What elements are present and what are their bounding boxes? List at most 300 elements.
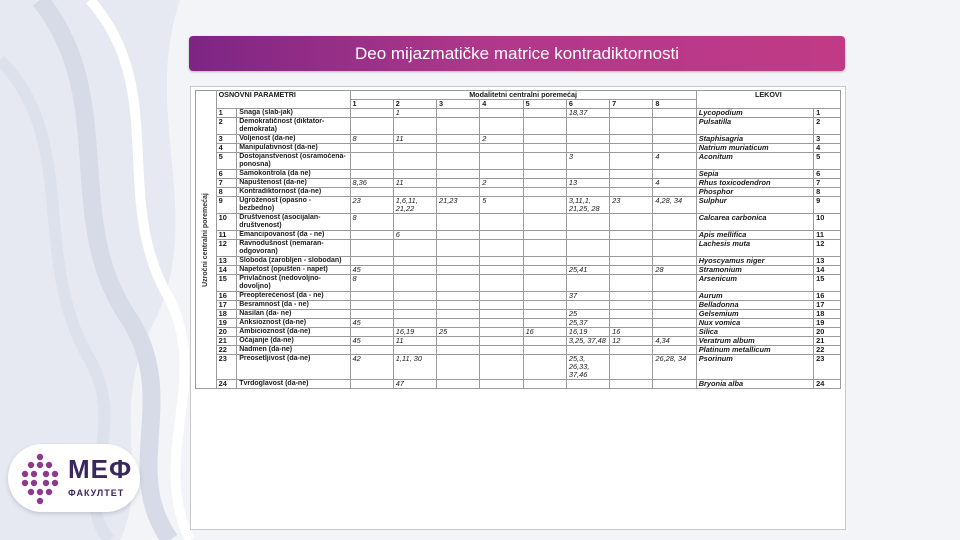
- matrix-cell: [437, 275, 480, 292]
- row-parameter: Društvenost (asocijalan-društvenost): [237, 214, 350, 231]
- matrix-cell: 45: [350, 266, 393, 275]
- matrix-cell: [437, 144, 480, 153]
- matrix-cell: [350, 118, 393, 135]
- table-row: [196, 170, 841, 179]
- matrix-cell: [480, 231, 523, 240]
- matrix-cell: [610, 118, 653, 135]
- matrix-cell: [566, 135, 609, 144]
- mef-logo: [8, 444, 140, 512]
- row-parameter: Ugroženost (opasno - bezbedno): [237, 197, 350, 214]
- remedy-name: Platinum metallicum: [696, 346, 813, 355]
- matrix-cell: [653, 240, 696, 257]
- matrix-cell: [437, 170, 480, 179]
- matrix-cell: [653, 292, 696, 301]
- matrix-cell: [653, 214, 696, 231]
- matrix-cell: [350, 240, 393, 257]
- remedy-number: 10: [814, 214, 841, 231]
- matrix-cell: 25,41: [566, 266, 609, 275]
- row-parameter: Nadmen (da-ne): [237, 346, 350, 355]
- row-number: 8: [216, 188, 237, 197]
- matrix-cell: 2: [480, 135, 523, 144]
- logo-main-text: МЕФ: [68, 454, 133, 484]
- row-parameter: Samokontrola (da ne): [237, 170, 350, 179]
- matrix-cell: [437, 179, 480, 188]
- remedy-name: Bryonia alba: [696, 380, 813, 389]
- table-row: [196, 310, 841, 319]
- matrix-cell: 3,11,1, 21,25, 28: [566, 197, 609, 214]
- row-number: 17: [216, 301, 237, 310]
- remedy-number: 9: [814, 197, 841, 214]
- table-row: [196, 188, 841, 197]
- remedy-name: Staphisagria: [696, 135, 813, 144]
- matrix-cell: [523, 355, 566, 380]
- remedy-name: Sulphur: [696, 197, 813, 214]
- matrix-cell: [653, 231, 696, 240]
- row-parameter: Sloboda (zarobljen - slobodan): [237, 257, 350, 266]
- matrix-cell: [437, 153, 480, 170]
- matrix-cell: [350, 188, 393, 197]
- matrix-cell: [610, 275, 653, 292]
- matrix-cell: [350, 257, 393, 266]
- table-row: [196, 275, 841, 292]
- row-number: 7: [216, 179, 237, 188]
- matrix-cell: [523, 266, 566, 275]
- matrix-cell: [566, 231, 609, 240]
- matrix-cell: [393, 275, 436, 292]
- remedy-number: 18: [814, 310, 841, 319]
- remedy-name: Natrium muriaticum: [696, 144, 813, 153]
- matrix-cell: [610, 109, 653, 118]
- row-number: 3: [216, 135, 237, 144]
- remedy-number: 2: [814, 118, 841, 135]
- matrix-cell: [653, 188, 696, 197]
- matrix-cell: 11: [393, 337, 436, 346]
- row-number: 23: [216, 355, 237, 380]
- matrix-cell: 45: [350, 319, 393, 328]
- side-label-cell: [196, 91, 217, 389]
- matrix-cell: 18,37: [566, 109, 609, 118]
- matrix-cell: [610, 257, 653, 266]
- table-row: [196, 153, 841, 170]
- row-number: 5: [216, 153, 237, 170]
- matrix-cell: 37: [566, 292, 609, 301]
- remedy-name: Silica: [696, 328, 813, 337]
- matrix-cell: [350, 170, 393, 179]
- remedy-number: 4: [814, 144, 841, 153]
- matrix-cell: [437, 346, 480, 355]
- row-number: 4: [216, 144, 237, 153]
- matrix-cell: 12: [610, 337, 653, 346]
- table-row: [196, 197, 841, 214]
- matrix-cell: [393, 257, 436, 266]
- matrix-cell: [523, 292, 566, 301]
- matrix-cell: [350, 153, 393, 170]
- row-number: 1: [216, 109, 237, 118]
- remedy-number: 7: [814, 179, 841, 188]
- remedy-number: 3: [814, 135, 841, 144]
- header-modalities: Modalitetni centralni poremećaj: [350, 91, 696, 100]
- matrix-cell: [653, 135, 696, 144]
- matrix-cell: [653, 380, 696, 389]
- matrix-cell: [393, 346, 436, 355]
- remedy-number: 12: [814, 240, 841, 257]
- remedy-name: Lachesis muta: [696, 240, 813, 257]
- table-row: [196, 118, 841, 135]
- matrix-cell: [566, 257, 609, 266]
- matrix-cell: [480, 188, 523, 197]
- matrix-cell: 4,28, 34: [653, 197, 696, 214]
- matrix-cell: [480, 380, 523, 389]
- remedy-name: Calcarea carbonica: [696, 214, 813, 231]
- matrix-cell: 16: [610, 328, 653, 337]
- matrix-cell: 23: [350, 197, 393, 214]
- matrix-cell: [480, 118, 523, 135]
- matrix-cell: [480, 355, 523, 380]
- matrix-cell: [653, 170, 696, 179]
- row-parameter: Snaga (slab-jak): [237, 109, 350, 118]
- matrix-cell: [523, 188, 566, 197]
- table-row: [196, 266, 841, 275]
- table-row: [196, 337, 841, 346]
- row-parameter: Ravnodušnost (nemaran-odgovoran): [237, 240, 350, 257]
- table-row: [196, 135, 841, 144]
- remedy-name: Arsenicum: [696, 275, 813, 292]
- matrix-cell: [437, 301, 480, 310]
- matrix-cell: [523, 214, 566, 231]
- matrix-cell: [480, 337, 523, 346]
- matrix-cell: [350, 292, 393, 301]
- matrix-cell: [610, 153, 653, 170]
- page-title: Deo mijazmatičke matrice kontradiktornosti: [354, 43, 680, 63]
- matrix-cell: [393, 292, 436, 301]
- remedy-name: Phosphor: [696, 188, 813, 197]
- matrix-cell: [523, 109, 566, 118]
- remedy-name: Rhus toxicodendron: [696, 179, 813, 188]
- row-parameter: Napetost (opušten - napet): [237, 266, 350, 275]
- remedy-number: 16: [814, 292, 841, 301]
- matrix-cell: [480, 292, 523, 301]
- matrix-cell: [350, 380, 393, 389]
- row-number: 22: [216, 346, 237, 355]
- remedy-number: 23: [814, 355, 841, 380]
- matrix-cell: [653, 109, 696, 118]
- row-parameter: Anksioznost (da-ne): [237, 319, 350, 328]
- matrix-cell: [610, 170, 653, 179]
- matrix-cell: [393, 310, 436, 319]
- matrix-cell: 1,6,11, 21,22: [393, 197, 436, 214]
- remedy-name: Hyoscyamus niger: [696, 257, 813, 266]
- matrix-cell: 21,23: [437, 197, 480, 214]
- matrix-cell: [393, 319, 436, 328]
- remedy-number: 17: [814, 301, 841, 310]
- matrix-cell: [480, 109, 523, 118]
- row-number: 18: [216, 310, 237, 319]
- matrix-cell: [350, 328, 393, 337]
- matrix-cell: [523, 301, 566, 310]
- matrix-cell: [653, 319, 696, 328]
- remedy-name: Sepia: [696, 170, 813, 179]
- matrix-cell: 3,25, 37,48: [566, 337, 609, 346]
- remedy-number: 19: [814, 319, 841, 328]
- matrix-cell: 23: [610, 197, 653, 214]
- matrix-cell: 4,34: [653, 337, 696, 346]
- row-parameter: Napuštenost (da-ne): [237, 179, 350, 188]
- matrix-cell: [480, 144, 523, 153]
- matrix-cell: [653, 328, 696, 337]
- matrix-cell: [566, 240, 609, 257]
- matrix-cell: 25,3, 26,33, 37,46: [566, 355, 609, 380]
- matrix-cell: [437, 231, 480, 240]
- table-row: [196, 292, 841, 301]
- matrix-cell: 11: [393, 135, 436, 144]
- matrix-cell: [566, 188, 609, 197]
- matrix-cell: [523, 380, 566, 389]
- row-number: 9: [216, 197, 237, 214]
- logo-dots-icon: [20, 452, 60, 506]
- matrix-cell: 8: [350, 275, 393, 292]
- matrix-cell: 11: [393, 179, 436, 188]
- matrix-cell: [393, 301, 436, 310]
- matrix-cell: [393, 214, 436, 231]
- table-row: [196, 380, 841, 389]
- matrix-cell: 8,36: [350, 179, 393, 188]
- matrix-cell: [523, 337, 566, 346]
- col-number: 6: [566, 100, 609, 109]
- table-row: [196, 240, 841, 257]
- header-params: OSNOVNI PARAMETRI: [216, 91, 350, 109]
- matrix-cell: [566, 301, 609, 310]
- matrix-cell: 6: [393, 231, 436, 240]
- matrix-cell: [393, 266, 436, 275]
- matrix-cell: [393, 170, 436, 179]
- row-number: 14: [216, 266, 237, 275]
- row-parameter: Ambicioznost (da-ne): [237, 328, 350, 337]
- matrix-cell: [610, 301, 653, 310]
- remedy-name: Stramonium: [696, 266, 813, 275]
- matrix-table-frame: [190, 86, 846, 530]
- matrix-cell: [523, 153, 566, 170]
- matrix-cell: [610, 179, 653, 188]
- remedy-number: 5: [814, 153, 841, 170]
- col-number: 2: [393, 100, 436, 109]
- matrix-cell: 28: [653, 266, 696, 275]
- matrix-cell: [393, 188, 436, 197]
- row-number: 15: [216, 275, 237, 292]
- remedy-number: 22: [814, 346, 841, 355]
- matrix-cell: 25,37: [566, 319, 609, 328]
- matrix-cell: 4: [653, 153, 696, 170]
- matrix-cell: [523, 197, 566, 214]
- matrix-cell: [437, 337, 480, 346]
- matrix-cell: [653, 257, 696, 266]
- matrix-cell: [480, 170, 523, 179]
- table-row: [196, 179, 841, 188]
- matrix-cell: [566, 144, 609, 153]
- matrix-cell: 25: [566, 310, 609, 319]
- matrix-cell: [610, 355, 653, 380]
- row-parameter: Demokratičnost (diktator-demokrata): [237, 118, 350, 135]
- side-label: Uzročni centralni poremećaj: [201, 192, 209, 287]
- table-row: [196, 214, 841, 231]
- matrix-cell: 1,11, 30: [393, 355, 436, 380]
- matrix-cell: [610, 266, 653, 275]
- remedy-name: Gelsemium: [696, 310, 813, 319]
- matrix-cell: [350, 109, 393, 118]
- matrix-cell: [480, 346, 523, 355]
- row-parameter: Besramnost (da - ne): [237, 301, 350, 310]
- matrix-cell: [610, 144, 653, 153]
- matrix-cell: [610, 310, 653, 319]
- matrix-cell: [480, 266, 523, 275]
- matrix-cell: 13: [566, 179, 609, 188]
- remedy-number: 20: [814, 328, 841, 337]
- matrix-cell: [437, 118, 480, 135]
- table-row: [196, 328, 841, 337]
- matrix-cell: [610, 292, 653, 301]
- row-parameter: Preopterećenost (da - ne): [237, 292, 350, 301]
- col-number: 7: [610, 100, 653, 109]
- matrix-cell: [523, 179, 566, 188]
- remedy-name: Belladonna: [696, 301, 813, 310]
- matrix-cell: [480, 310, 523, 319]
- matrix-cell: [350, 346, 393, 355]
- matrix-cell: [653, 275, 696, 292]
- matrix-cell: [610, 240, 653, 257]
- logo-sub-text: ФАКУЛТЕТ: [68, 488, 125, 498]
- remedy-name: Lycopodium: [696, 109, 813, 118]
- matrix-cell: [523, 144, 566, 153]
- matrix-cell: 8: [350, 214, 393, 231]
- matrix-cell: [437, 214, 480, 231]
- matrix-cell: [610, 135, 653, 144]
- remedy-name: Aurum: [696, 292, 813, 301]
- matrix-cell: [523, 240, 566, 257]
- matrix-cell: [437, 257, 480, 266]
- matrix-cell: [653, 346, 696, 355]
- matrix-cell: [523, 231, 566, 240]
- matrix-cell: [480, 319, 523, 328]
- matrix-cell: [437, 380, 480, 389]
- matrix-cell: [653, 310, 696, 319]
- matrix-cell: [437, 109, 480, 118]
- col-number: 3: [437, 100, 480, 109]
- col-number: 5: [523, 100, 566, 109]
- row-parameter: Očajanje (da-ne): [237, 337, 350, 346]
- row-parameter: Kontradiktornost (da-ne): [237, 188, 350, 197]
- matrix-cell: [610, 380, 653, 389]
- row-parameter: Emancipovanost (da - ne): [237, 231, 350, 240]
- row-number: 10: [216, 214, 237, 231]
- matrix-cell: [437, 240, 480, 257]
- table-row: [196, 301, 841, 310]
- row-number: 6: [216, 170, 237, 179]
- matrix-cell: [566, 380, 609, 389]
- remedy-number: 24: [814, 380, 841, 389]
- matrix-cell: [523, 310, 566, 319]
- remedy-name: Veratrum album: [696, 337, 813, 346]
- matrix-cell: [480, 240, 523, 257]
- row-number: 2: [216, 118, 237, 135]
- matrix-cell: [480, 275, 523, 292]
- matrix-cell: [393, 118, 436, 135]
- remedy-name: Nux vomica: [696, 319, 813, 328]
- matrix-cell: [437, 266, 480, 275]
- matrix-cell: [566, 275, 609, 292]
- matrix-cell: 2: [480, 179, 523, 188]
- matrix-cell: [653, 301, 696, 310]
- matrix-cell: [350, 301, 393, 310]
- row-parameter: Privlačnost (nedovoljno-dovoljno): [237, 275, 350, 292]
- matrix-cell: 42: [350, 355, 393, 380]
- matrix-cell: [437, 319, 480, 328]
- row-parameter: Dostojanstvenost (osramoćena-ponosna): [237, 153, 350, 170]
- matrix-cell: 16,19: [393, 328, 436, 337]
- matrix-cell: [437, 135, 480, 144]
- table-row: [196, 231, 841, 240]
- matrix-cell: [566, 118, 609, 135]
- matrix-cell: 26,28, 34: [653, 355, 696, 380]
- table-row: [196, 109, 841, 118]
- remedy-name: Pulsatilla: [696, 118, 813, 135]
- remedy-number: 11: [814, 231, 841, 240]
- matrix-cell: [523, 135, 566, 144]
- matrix-cell: [480, 153, 523, 170]
- remedy-number: 6: [814, 170, 841, 179]
- matrix-cell: [480, 301, 523, 310]
- matrix-cell: [566, 170, 609, 179]
- table-row: [196, 319, 841, 328]
- remedy-number: 8: [814, 188, 841, 197]
- matrix-cell: 45: [350, 337, 393, 346]
- matrix-cell: [610, 346, 653, 355]
- matrix-cell: 4: [653, 179, 696, 188]
- col-number: 8: [653, 100, 696, 109]
- matrix-cell: [480, 257, 523, 266]
- matrix-cell: [566, 346, 609, 355]
- table-row: [196, 355, 841, 380]
- remedy-name: Psorinum: [696, 355, 813, 380]
- matrix-cell: [350, 231, 393, 240]
- table-row: [196, 346, 841, 355]
- matrix-cell: [653, 118, 696, 135]
- remedy-number: 21: [814, 337, 841, 346]
- matrix-table: [195, 90, 841, 389]
- matrix-cell: [523, 118, 566, 135]
- table-row: [196, 257, 841, 266]
- row-parameter: Manipulativnost (da-ne): [237, 144, 350, 153]
- row-parameter: Voljenost (da-ne): [237, 135, 350, 144]
- matrix-cell: 16,19: [566, 328, 609, 337]
- matrix-cell: [523, 257, 566, 266]
- matrix-cell: 47: [393, 380, 436, 389]
- matrix-cell: [523, 319, 566, 328]
- matrix-cell: [480, 328, 523, 337]
- remedy-number: 15: [814, 275, 841, 292]
- matrix-cell: [350, 144, 393, 153]
- table-row: [196, 144, 841, 153]
- remedy-name: Apis mellifica: [696, 231, 813, 240]
- col-number: 1: [350, 100, 393, 109]
- matrix-cell: [437, 355, 480, 380]
- row-number: 21: [216, 337, 237, 346]
- row-number: 11: [216, 231, 237, 240]
- matrix-cell: [566, 214, 609, 231]
- matrix-cell: [610, 214, 653, 231]
- row-parameter: Preosetljivost (da-ne): [237, 355, 350, 380]
- row-number: 13: [216, 257, 237, 266]
- matrix-cell: [393, 144, 436, 153]
- matrix-cell: 1: [393, 109, 436, 118]
